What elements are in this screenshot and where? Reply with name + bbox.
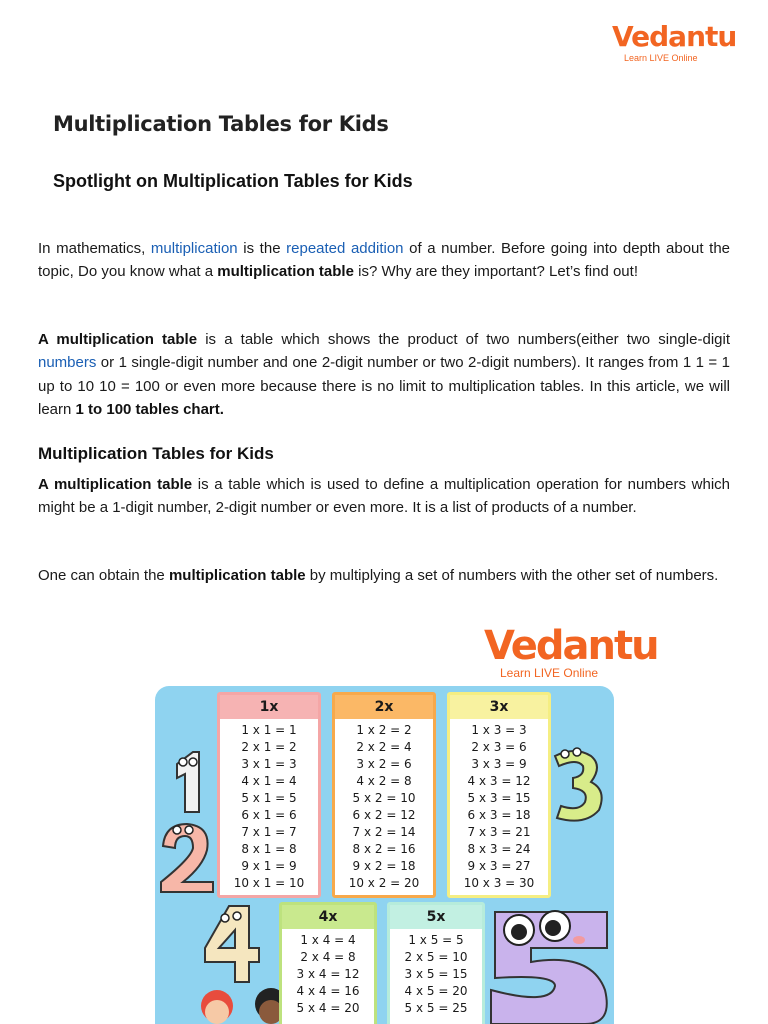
table-row: 8 x 1 = 8: [241, 842, 297, 856]
table-row: 10 x 3 = 30: [463, 876, 535, 890]
bold-text: A multiplication table: [38, 476, 193, 493]
text: by multiplying a set of numbers with the other set of numbers.: [305, 567, 719, 584]
illustration-logo: [484, 624, 658, 680]
table-card-3x: [447, 692, 551, 898]
vedantu-logo[interactable]: [612, 20, 737, 63]
text: is a table which shows the product of two numbers(either two single-digit: [197, 331, 730, 348]
text: is the: [237, 240, 287, 257]
table-row: 5 x 4 = 20: [296, 1001, 360, 1015]
bold-text: multiplication table: [168, 567, 306, 584]
logo-wordmark: Vedantu: [612, 20, 737, 53]
text: is? Why are they important? Let’s find out!: [353, 263, 638, 281]
table-row: 1 x 4 = 4: [300, 933, 356, 947]
section-paragraph: [38, 473, 730, 520]
table-row: 10 x 1 = 10: [233, 876, 305, 890]
definition-paragraph: [38, 328, 730, 421]
table-header: 3x: [450, 695, 548, 719]
table-row: 5 x 1 = 5: [241, 791, 297, 805]
table-row: 1 x 2 = 2: [356, 723, 412, 737]
table-row: 1 x 5 = 5: [408, 933, 464, 947]
obtain-paragraph: [38, 564, 730, 587]
table-row: 3 x 4 = 12: [296, 967, 360, 981]
table-row: 5 x 3 = 15: [467, 791, 531, 805]
table-row: 10 x 2 = 20: [348, 876, 420, 890]
table-header: 5x: [390, 905, 482, 929]
table-row: 6 x 2 = 12: [352, 808, 416, 822]
link-multiplication[interactable]: multiplication: [150, 240, 238, 257]
table-card-1x: [217, 692, 321, 898]
table-row: 5 x 5 = 25: [404, 1001, 468, 1015]
table-card-5x: [387, 902, 485, 1024]
text: of a number. Before going into depth about the topic, Do you know what a: [38, 240, 730, 281]
illustration-logo-wordmark: Vedantu: [484, 623, 658, 669]
multiplication-chart-illustration: [155, 686, 614, 1024]
table-row: 2 x 5 = 10: [404, 950, 468, 964]
text: One can obtain the: [38, 567, 169, 584]
page-subtitle: Spotlight on Multiplication Tables for Kids: [53, 171, 413, 191]
bold-text: 1 to 100 tables chart.: [75, 400, 224, 418]
link-numbers[interactable]: numbers: [38, 354, 97, 372]
table-row: 9 x 1 = 9: [241, 859, 297, 873]
table-row: 1 x 1 = 1: [241, 723, 297, 737]
logo-tagline: Learn LIVE Online: [624, 53, 698, 63]
table-row: 5 x 2 = 10: [352, 791, 416, 805]
table-header: 2x: [335, 695, 433, 719]
table-row: 7 x 1 = 7: [241, 825, 297, 839]
table-row: 2 x 1 = 2: [241, 740, 297, 754]
page-title: Multiplication Tables for Kids: [53, 112, 389, 136]
table-row: 3 x 2 = 6: [356, 757, 412, 771]
table-row: 2 x 4 = 8: [300, 950, 356, 964]
number-five-character: [491, 911, 607, 1024]
intro-paragraph: [38, 237, 730, 284]
text: In mathematics,: [38, 240, 151, 257]
table-row: 4 x 1 = 4: [241, 774, 297, 788]
number-four-character: [205, 906, 259, 982]
illustration-logo-tagline: Learn LIVE Online: [500, 666, 599, 680]
number-three-character: [555, 748, 602, 821]
text: or 1 single-digit number and one 2-digit number or two 2-digit numbers). It ranges from 1 1 = 1 up to 10 10 = 100 or even more because there is no limit to multiplication tables. In this article, we will learn: [38, 354, 730, 418]
table-row: 8 x 3 = 24: [467, 842, 531, 856]
bold-text: multiplication table: [217, 263, 354, 281]
number-one-character: [177, 752, 199, 812]
table-card-2x: [332, 692, 436, 898]
table-card-4x: [279, 902, 377, 1024]
number-two-character: [161, 824, 213, 892]
table-row: 3 x 3 = 9: [471, 757, 527, 771]
table-row: 2 x 2 = 4: [356, 740, 412, 754]
table-header: 4x: [282, 905, 374, 929]
table-row: 4 x 2 = 8: [356, 774, 412, 788]
section-heading: Multiplication Tables for Kids: [38, 444, 274, 463]
table-row: 4 x 4 = 16: [296, 984, 360, 998]
table-row: 8 x 2 = 16: [352, 842, 416, 856]
table-row: 4 x 5 = 20: [404, 984, 468, 998]
table-row: 9 x 3 = 27: [467, 859, 531, 873]
table-header: 1x: [220, 695, 318, 719]
table-row: 7 x 3 = 21: [467, 825, 531, 839]
table-row: 3 x 1 = 3: [241, 757, 297, 771]
table-row: 7 x 2 = 14: [352, 825, 416, 839]
table-row: 2 x 3 = 6: [471, 740, 527, 754]
link-repeated-addition[interactable]: repeated addition: [286, 240, 404, 257]
bold-text: A multiplication table: [38, 331, 198, 348]
table-row: 1 x 3 = 3: [471, 723, 527, 737]
table-row: 4 x 3 = 12: [467, 774, 531, 788]
kids-illustration: [201, 988, 287, 1024]
table-row: 9 x 2 = 18: [352, 859, 416, 873]
table-row: 3 x 5 = 15: [404, 967, 468, 981]
table-row: 6 x 3 = 18: [467, 808, 531, 822]
text: is a table which is used to define a multiplication operation for numbers which might be a 1-digit number, 2-digit number or even more. It is a list of products of a number.: [38, 476, 730, 517]
table-row: 6 x 1 = 6: [241, 808, 297, 822]
